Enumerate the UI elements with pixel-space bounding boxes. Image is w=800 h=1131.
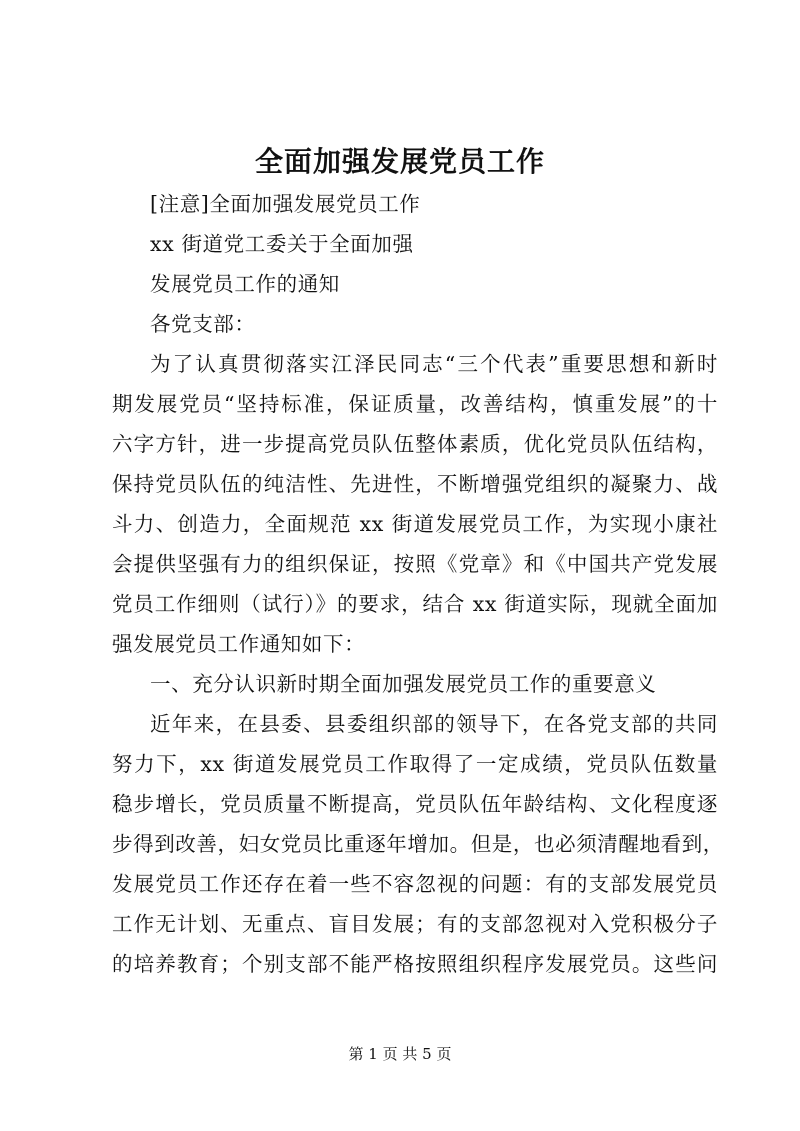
text-line: 党员工作细则（试行）》的要求，结合 xx 街道实际，现就全面加 <box>112 592 718 616</box>
text-line: [注意]全面加强发展党员工作 <box>150 192 421 216</box>
text-line: 会提供坚强有力的组织保证，按照《党章》和《中国共产党发展 <box>112 552 718 576</box>
section-heading: 一、充分认识新时期全面加强发展党员工作的重要意义 <box>150 672 657 696</box>
text-line: 近年来，在县委、县委组织部的领导下，在各党支部的共同 <box>150 712 718 736</box>
text-line: 努力下，xx 街道发展党员工作取得了一定成绩，党员队伍数量 <box>112 752 718 776</box>
text-line: 发展党员工作的通知 <box>150 272 340 296</box>
text-line: 的培养教育；个别支部不能严格按照组织程序发展党员。这些问 <box>112 952 718 976</box>
document-body <box>112 184 724 984</box>
text-line: 各党支部： <box>150 312 256 336</box>
text-line: 期发展党员“坚持标准，保证质量，改善结构，慎重发展”的十 <box>112 392 718 416</box>
text-line: 斗力、创造力，全面规范 xx 街道发展党员工作，为实现小康社 <box>112 512 718 536</box>
text-line: 稳步增长，党员质量不断提高，党员队伍年龄结构、文化程度逐 <box>112 792 718 816</box>
text-line: 六字方针，进一步提高党员队伍整体素质，优化党员队伍结构， <box>112 432 718 456</box>
text-line: xx 街道党工委关于全面加强 <box>150 232 414 256</box>
text-line: 强发展党员工作通知如下： <box>112 632 366 656</box>
text-line: 步得到改善，妇女党员比重逐年增加。但是，也必须清醒地看到， <box>112 832 724 856</box>
text-line: 保持党员队伍的纯洁性、先进性，不断增强党组织的凝聚力、战 <box>112 472 718 496</box>
text-line: 为了认真贯彻落实江泽民同志“三个代表”重要思想和新时 <box>150 352 718 376</box>
text-line: 工作无计划、无重点、盲目发展；有的支部忽视对入党积极分子 <box>112 912 718 936</box>
document-title: 全面加强发展党员工作 <box>254 145 545 178</box>
page-number-footer: 第 1 页 共 5 页 <box>348 1045 452 1063</box>
text-line: 发展党员工作还存在着一些不容忽视的问题：有的支部发展党员 <box>112 872 718 896</box>
